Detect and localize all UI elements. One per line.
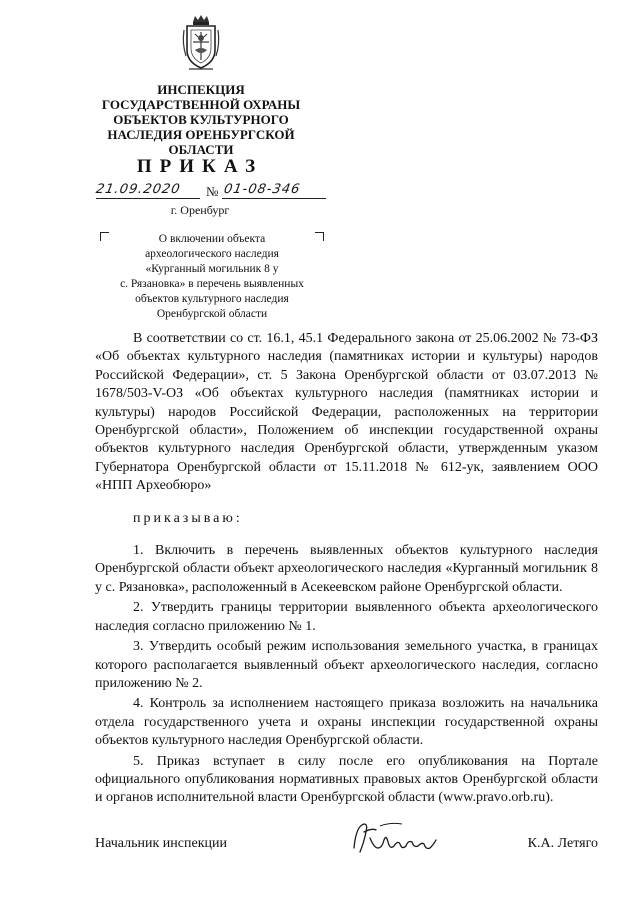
agency-line: НАСЛЕДИЯ ОРЕНБУРГСКОЙ (107, 127, 295, 142)
agency-line: ОБЪЕКТОВ КУЛЬТУРНОГО (113, 112, 289, 127)
subject-line: объектов культурного наследия (135, 293, 289, 305)
agency-line: ОБЛАСТИ (168, 142, 234, 157)
coat-of-arms-icon (181, 14, 221, 72)
subject-line: «Курганный могильник 8 у (145, 263, 279, 275)
document-body (95, 330, 598, 808)
subject-line: Оренбургской области (156, 308, 268, 320)
handwritten-signature (350, 818, 440, 858)
document-date: 21.09.2020 (94, 182, 182, 197)
number-sign: № (206, 184, 219, 199)
order-item: 4. Контроль за исполнением настоящего приказа возложить на начальника отдела государственного учета и охраны инспекции государственной охраны объектов культурного наследия Оренбургской области. (95, 696, 598, 749)
signatory-name: К.А. Летяго (527, 836, 598, 851)
order-item: 2. Утвердить границы территории выявленного объекта археологического наследия согласно приложению № 1. (95, 600, 598, 634)
document-number: 01-08-346 (222, 182, 302, 197)
preamble-paragraph: В соответствии со ст. 16.1, 45.1 Федерального закона от 25.06.2002 № 73-ФЗ «Об объектах культурного наследия (памятниках истории и культуры) народов Российской Федерации», ст. 5 Закона Оренбургской области от 03.07.2013 № 1678/503-V-ОЗ «Об объектах культурного наследия (памятниках истории и культуры) народов Российской Федерации, расположенных на территории Оренбургской области», Положением об инспекции государственной охраны объектов культурного наследия Оренбургской области, утвержденным указом Губернатора Оренбургской области от 15.11.2018 № 612-ук, заявлением ООО «НПП Археобюро» (95, 331, 598, 494)
signatory-position: Начальник инспекции (95, 836, 227, 851)
order-item: 1. Включить в перечень выявленных объектов культурного наследия Оренбургской области объект археологического наследия «Курганный могильник 8 у с. Рязановка», расположенный в Асекеевском районе Оренбургской области. (95, 543, 598, 595)
city-label: г. Оренбург (170, 203, 230, 217)
agency-header (90, 82, 312, 157)
document-type-title: ПРИКАЗ (136, 156, 264, 177)
subject-block (100, 232, 324, 322)
signature-row (95, 826, 598, 862)
subject-line: О включении объекта (158, 233, 266, 245)
orders-word: приказываю: (133, 510, 243, 526)
subject-text (100, 232, 324, 322)
date-underline (96, 198, 200, 199)
agency-line: ИНСПЕКЦИЯ (157, 82, 245, 97)
number-underline (222, 198, 326, 199)
order-item: 3. Утвердить особый режим использования земельного участка, в границах которого располагается выявленный объект археологического наследия, согласно приложению № 2. (95, 639, 598, 691)
order-item: 5. Приказ вступает в силу после его опубликования на Портале официального опубликования нормативных правовых актов Оренбургской области и органов исполнительной власти Оренбургской области (www.pravo.orb.ru). (95, 753, 598, 806)
subject-line: археологического наследия (145, 248, 279, 260)
date-number-line (96, 182, 328, 202)
agency-line: ГОСУДАРСТВЕННОЙ ОХРАНЫ (101, 97, 301, 112)
subject-line: с. Рязановка» в перечень выявленных (120, 278, 304, 290)
